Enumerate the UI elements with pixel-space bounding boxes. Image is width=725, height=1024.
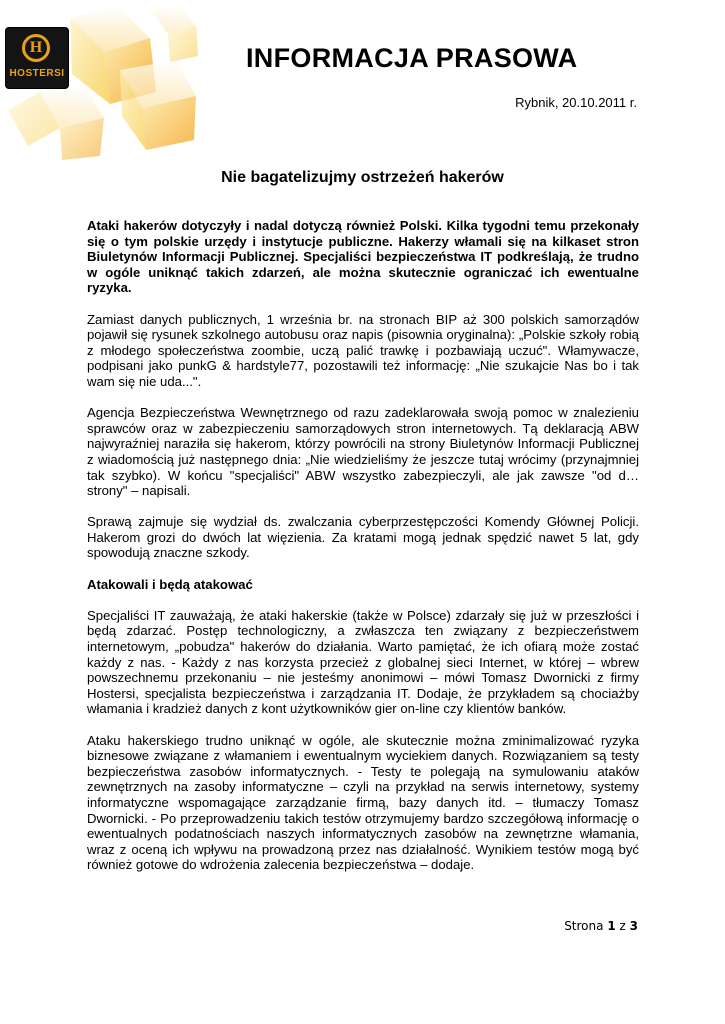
page-number [564, 919, 638, 933]
article-body [87, 218, 639, 889]
page-label: Strona [564, 919, 604, 933]
page-separator: z [619, 919, 626, 933]
body-paragraph: Ataku hakerskiego trudno uniknąć w ogóle, ale skutecznie można zminimalizować ryzyka biznesowe związane z włamaniem i ewentualnym wyciekiem danych. Rozwiązaniem są testy bezpieczeństwa zasobów informatycznych. - Testy te polegają na symulowaniu ataków zewnętrznych na zasoby informatyczne – czyli na przykład na serwis internetowy, systemy informatyczne wspomagające zarządzanie firmą, bazy danych itd. – tłumaczy Tomasz Dwornicki. - Po przeprowadzeniu takich testów otrzymujemy bardzo szczegółową informację o ewentualnych podatnościach naszych informatycznych zasobów na zewnętrzne włamania, wraz z oceną ich wpływu na prowadzoną przez nas działalność. Wynikiem testów mogą być również gotowe do wdrożenia zalecenia bezpieczeństwa – dodaje. [87, 732, 639, 873]
section-subheading: Atakowali i będą atakować [87, 576, 253, 592]
article-headline: Nie bagatelizujmy ostrzeżeń hakerów [221, 169, 504, 186]
logo-emblem: H [22, 34, 50, 62]
body-paragraph: Specjaliści IT zauważają, że ataki hakerskie (także w Polsce) zdarzały się już w przeszłości i będą zdarzać. Postęp technologiczny, a zwłaszcza ten związany z bezpieczeństwem internetowym, „pobudza" hakerów do działania. Warto pamiętać, że ich ofiarą może zostać każdy z nas. - Każdy z nas korzysta przecież z globalnej sieci Internet, w której – wbrew powszechnemu przekonaniu – nie jesteśmy anonimowi – mówi Tomasz Dwornicki z firmy Hostersi, specjalista bezpieczeństwa i zarządzania IT. Dodaje, że przykładem są chociażby włamania i kradzież danych z kont użytkowników gier on-line czy klientów banków. [87, 607, 639, 717]
body-paragraph: Agencja Bezpieczeństwa Wewnętrznego od razu zadeklarowała swoją pomoc w znalezieniu sprawców oraz w zabezpieczeniu samorządowych stron internetowych. Tą deklaracją ABW najwyraźniej naraziła się hakerom, którzy powrócili na strony Biuletynów Informacji Publicznej z wiadomością już następnego dnia: „Nie wiedzieliśmy że jeszcze tutaj wrócimy (przynajmniej tak szybko). W końcu "specjaliści" ABW wszystko zabezpieczyli, ale jak zawsze "od d… strony" – napisali. [87, 405, 639, 499]
page-total: 3 [629, 919, 638, 933]
page-current: 1 [607, 919, 616, 933]
place-and-date: Rybnik, 20.10.2011 r. [515, 95, 637, 110]
body-paragraph: Zamiast danych publicznych, 1 września br. na stronach BIP aż 300 polskich samorządów pojawił się rysunek szkolnego autobusu oraz napis (pisownia oryginalna): „Polskie szkoły robią z młodego społeczeństwa zoombie, uczą palić trawkę i pozbawiają uczuć". Włamywacze, podpisani jako punkG & hardstyle77, pozostawili też informację: „Nie szukajcie Nas bo i tak wam się nie uda...". [87, 311, 639, 389]
page-title: INFORMACJA PRASOWA [246, 43, 578, 73]
lead-paragraph: Ataki hakerów dotyczyły i nadal dotyczą również Polski. Kilka tygodni temu przekonały się o tym polskie urzędy i instytucje publiczne. Hakerzy włamali się na kilkaset stron Biuletynów Informacji Publicznej. Specjaliści bezpieczeństwa IT podkreślają, że trudno w ogóle uniknąć takich zdarzeń, ale można skutecznie ograniczać ich ewentualne ryzyka. [87, 218, 639, 296]
company-logo [6, 28, 68, 88]
body-paragraph: Sprawą zajmuje się wydział ds. zwalczania cyberprzestępczości Komendy Głównej Policji. Hakerom grozi do dwóch lat więzienia. Za kratami mogą jednak spędzić nawet 5 lat, gdy spowodują znaczne szkody. [87, 514, 639, 561]
logo-text: HOSTERSI [9, 68, 65, 79]
